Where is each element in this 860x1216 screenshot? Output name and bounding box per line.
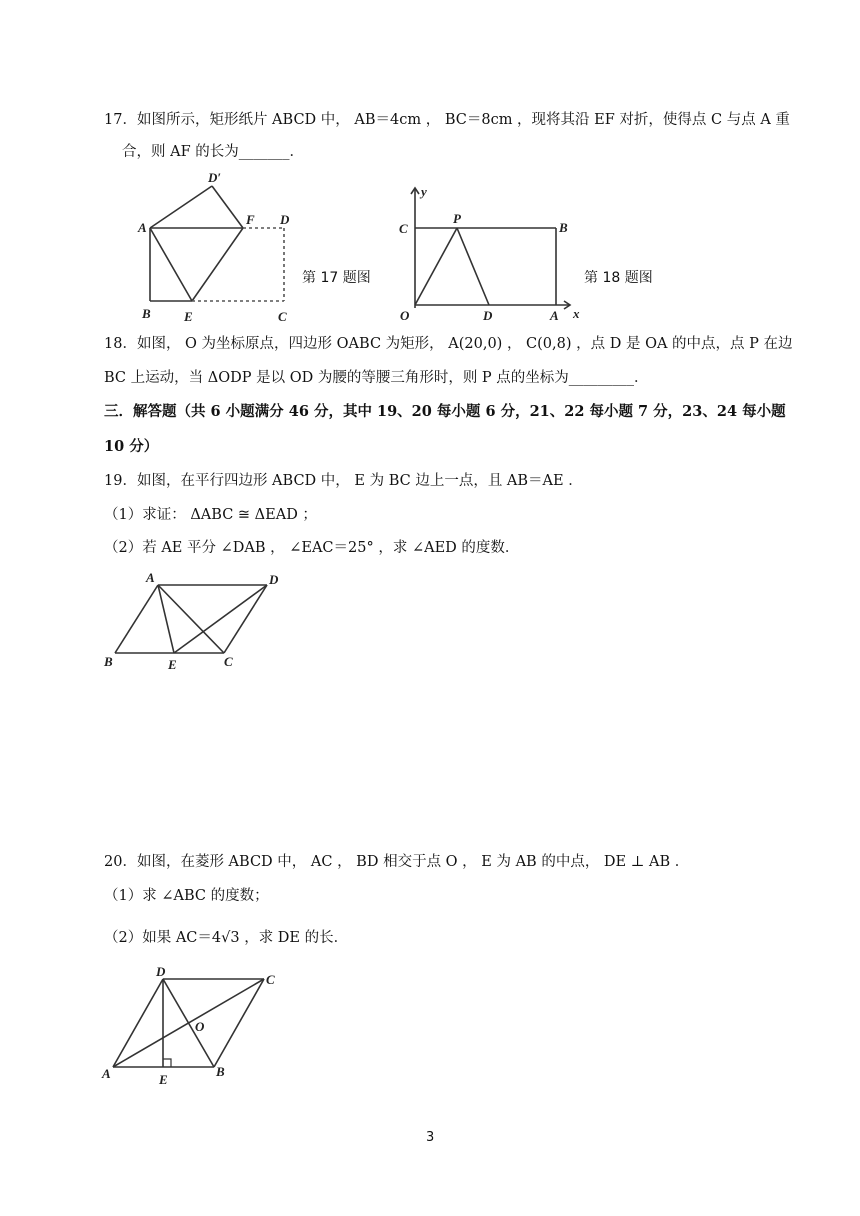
fig20-label-A: A [102, 1066, 111, 1081]
fig18-label-D: D [483, 308, 493, 323]
q19-part1: （1）求证： ΔABC ≅ ΔEAD ； [104, 507, 317, 523]
fig20-label-O: O [195, 1019, 205, 1034]
fig18-caption: 第 18 题图 [584, 270, 653, 286]
page-number: 3 [426, 1130, 435, 1145]
fig19-label-E: E [168, 657, 177, 672]
fig20-label-D: D [156, 964, 166, 979]
fig17-label-B: B [142, 306, 151, 321]
fig18-label-x: x [573, 306, 580, 321]
fig18-label-O: O [400, 308, 410, 323]
q17-line1: 17．如图所示，矩形纸片 ABCD 中， AB＝4cm ， BC＝8cm ，现将其沿 EF 对折，使得点 C 与点 A 重 [104, 112, 790, 128]
fig19-label-C: C [224, 654, 233, 669]
fig18-label-C: C [399, 221, 408, 236]
fig17-label-C: C [278, 309, 287, 324]
fig18-label-y: y [421, 184, 427, 199]
fig19-label-B: B [104, 654, 113, 669]
q17-line2: 合，则 AF 的长为_______． [122, 144, 304, 160]
fig20-label-C: C [266, 972, 275, 987]
fig17-caption: 第 17 题图 [302, 270, 371, 286]
q19-stem: 19．如图，在平行四边形 ABCD 中， E 为 BC 边上一点，且 AB＝AE ． [104, 473, 583, 489]
q20-stem: 20．如图，在菱形 ABCD 中， AC ， BD 相交于点 O ， E 为 AB 的中点， DE ⊥ AB ． [104, 854, 690, 870]
section3-heading-line2: 10 分） [104, 438, 159, 455]
figure-17 [130, 168, 300, 328]
section3-heading-line1: 三．解答题（共 6 小题满分 46 分，其中 19、20 每小题 6 分，21、22 每小题 7 分，23、24 每小题 [104, 403, 786, 420]
q18-line1: 18．如图， O 为坐标原点，四边形 OABC 为矩形， A(20,0) ， C(0,8) ，点 D 是 OA 的中点，点 P 在边 [104, 336, 793, 352]
fig17-label-E: E [184, 309, 193, 324]
fig18-label-B: B [559, 220, 568, 235]
q18-line2: BC 上运动，当 ΔODP 是以 OD 为腰的等腰三角形时，则 P 点的坐标为_________． [104, 370, 649, 386]
q20-part2: （2）如果 AC＝4√3 ，求 DE 的长． [104, 930, 349, 946]
fig17-label-Dprime: D′ [208, 170, 222, 185]
fig18-label-P: P [453, 211, 461, 226]
q19-part2: （2）若 AE 平分 ∠DAB ， ∠EAC＝25° ，求 ∠AED 的度数． [104, 540, 520, 556]
fig19-label-A: A [146, 570, 155, 585]
figure-18 [394, 180, 584, 325]
fig19-label-D: D [269, 572, 279, 587]
fig20-label-E: E [159, 1072, 168, 1087]
fig17-label-D: D [280, 212, 290, 227]
figure-19 [100, 570, 290, 675]
q20-part1: （1）求 ∠ABC 的度数； [104, 888, 269, 904]
fig17-label-F: F [246, 212, 255, 227]
figure-20 [98, 962, 288, 1092]
fig18-label-A: A [550, 308, 559, 323]
fig20-label-B: B [216, 1064, 225, 1079]
fig17-label-A: A [138, 220, 147, 235]
